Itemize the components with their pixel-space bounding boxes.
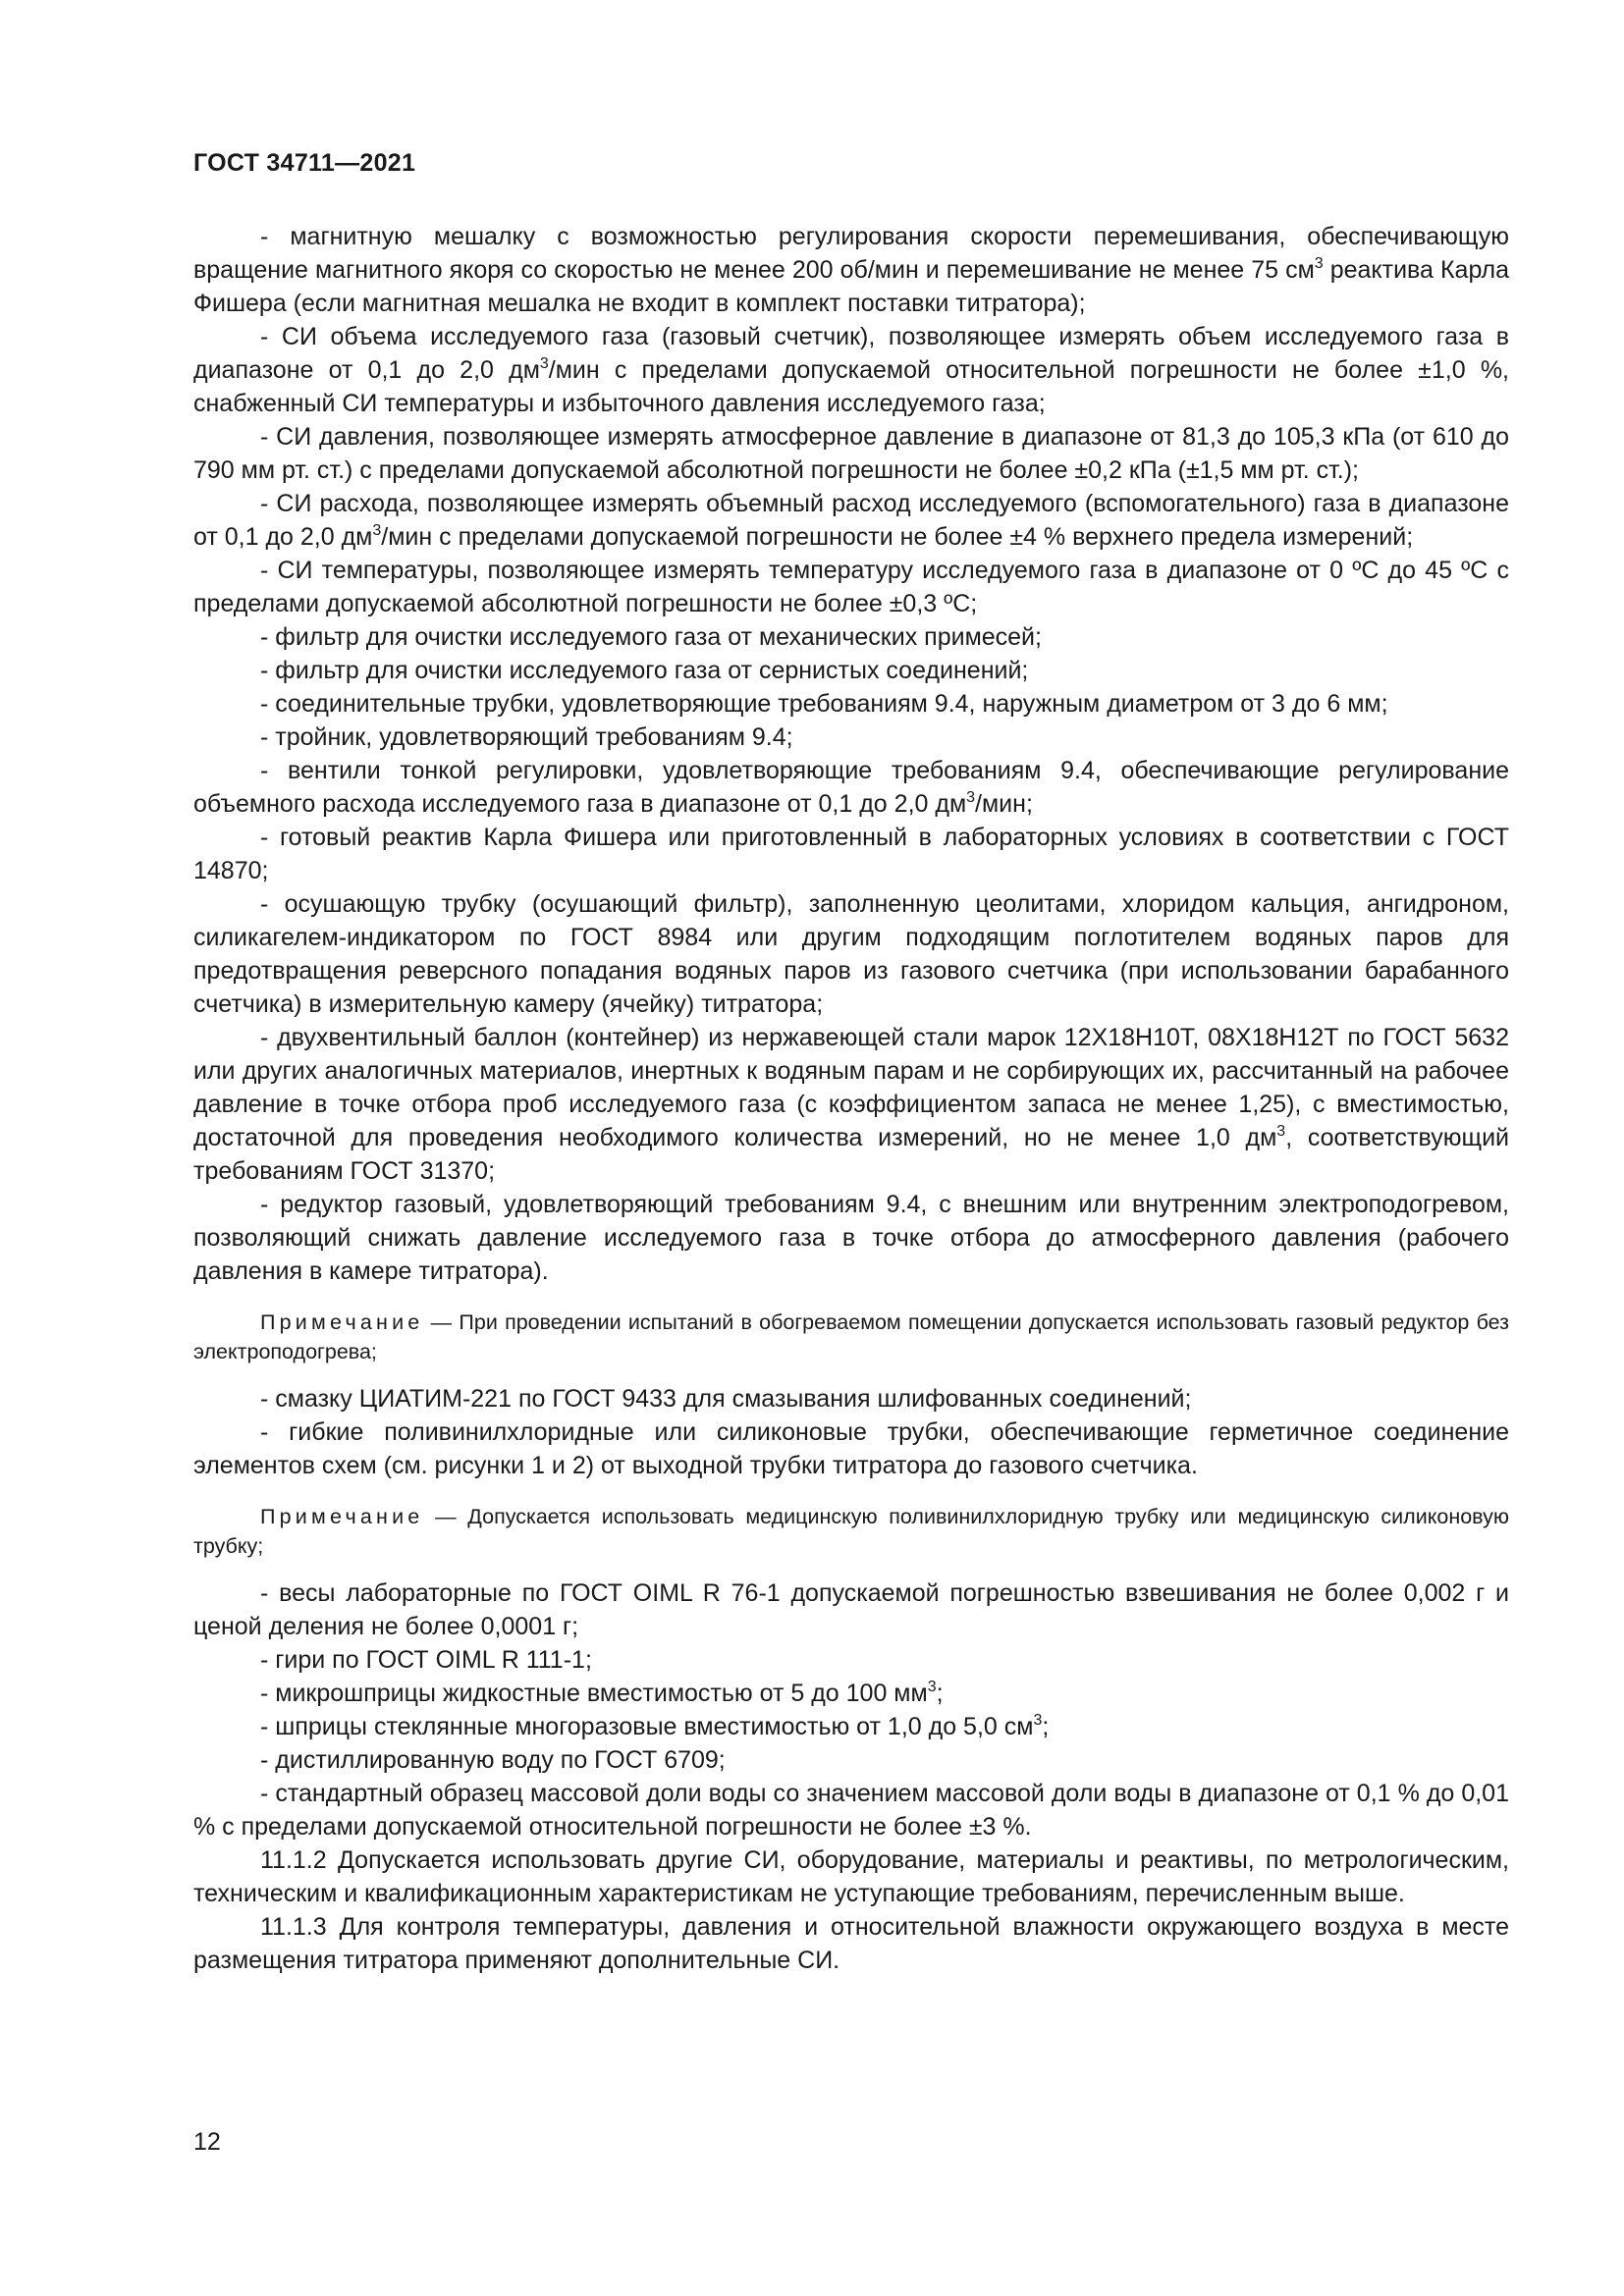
page-number: 12 [193,2128,221,2156]
list-item-drying-tube: - осушающую трубку (осушающий фильтр), заполненную цеолитами, хлоридом кальция, ангидроном, силикагелем-индикатором по ГОСТ 8984 или другим подходящим поглотителем водяных паров для предотвращения реверсного попадания водяных паров из газового счетчика (при использовании барабанного счетчика) в измерительную камеру (ячейку) титратора; [193,890,1509,1018]
list-item-thermometer: - СИ температуры, позволяющее измерять температуру исследуемого газа в диапазоне от 0 ºС до 45 ºС с пределами допускаемой абсолютной погрешности не более ±0,3 ºС; [193,557,1509,617]
list-item-microsyringes: - микрошприцы жидкостные вместимостью от 5 до 100 $мм^3$; [260,1679,944,1707]
list-item-karl-fischer-reagent: - готовый реактив Карла Фишера или приготовленный в лабораторных условиях в соответствии с ГОСТ 14870; [193,824,1509,884]
list-item-reference-sample: - стандартный образец массовой доли воды со значением массовой доли воды в диапазоне от 0,1 % до 0,01 % с пределами допускаемой относительной погрешности не более ±3 %. [193,1780,1509,1841]
list-item-gas-reducer: - редуктор газовый, удовлетворяющий требованиям 9.4, с внешним или внутренним электроподогревом, позволяющий снижать давление исследуемого газа в точке отбора до атмосферного давления (рабочего давления в камере титратора). [193,1191,1509,1285]
list-item-pressure-gauge: - СИ давления, позволяющее измерять атмосферное давление в диапазоне от 81,3 до 105,3 кПа (от 610 до 790 мм рт. ст.) с пределами допускаемой абсолютной погрешности не более ±0,2 кПа (±1,5 мм рт. ст.); [193,423,1509,484]
note-label: Примечание [260,1505,424,1528]
list-item-glass-syringes: - шприцы стеклянные многоразовые вместимостью от 1,0 до 5,0 $см^3$; [260,1712,1050,1740]
list-item-sulfur-filter: - фильтр для очистки исследуемого газа от сернистых соединений; [260,657,1029,684]
list-item-flexible-tubes: - гибкие поливинилхлоридные или силиконовые трубки, обеспечивающие герметичное соединение элементов схем (см. рисунки 1 и 2) от выходной трубки титратора до газового счетчика. [193,1418,1509,1479]
page-body [193,220,1509,1977]
list-item-mechanical-filter: - фильтр для очистки исследуемого газа от механических примесей; [260,623,1042,651]
list-item-fine-valves: - вентили тонкой регулировки, удовлетворяющие требованиям 9.4, обеспечивающие регулирование объемного расхода исследуемого газа в диапазоне от 0,1 до 2,0 $дм^3$/мин; [193,757,1509,818]
document-code: ГОСТ 34711—2021 [193,149,416,177]
list-item-gas-meter: - СИ объема исследуемого газа (газовый счетчик), позволяющее измерять объем исследуемого газа в диапазоне от 0,1 до 2,0 $дм^3$/мин с пределами допускаемой относительной погрешности не более ±1,0 %, снабженный СИ температуры и избыточного давления исследуемого газа; [193,323,1509,417]
note-label: Примечание [260,1310,424,1334]
list-item-connecting-tubes: - соединительные трубки, удовлетворяющие требованиям 9.4, наружным диаметром от 3 до 6 мм; [260,690,1388,718]
list-item-flow-meter: - СИ расхода, позволяющее измерять объемный расход исследуемого (вспомогательного) газа в диапазоне от 0,1 до 2,0 $дм^3$/мин с пределами допускаемой погрешности не более ±4 % верхнего предела измерений; [193,490,1509,551]
list-item-distilled-water: - дистиллированную воду по ГОСТ 6709; [260,1746,726,1774]
list-item-lubricant: - смазку ЦИАТИМ-221 по ГОСТ 9433 для смазывания шлифованных соединений; [260,1385,1192,1413]
list-item-weights: - гири по ГОСТ OIML R 111-1; [260,1646,592,1674]
note-reducer: Примечание — При проведении испытаний в обогреваемом помещении допускается использовать газовый редуктор без электроподогрева; [193,1310,1509,1363]
list-item-scales: - весы лабораторные по ГОСТ OIML R 76-1 допускаемой погрешностью взвешивания не более 0,002 г и ценой деления не более 0,0001 г; [193,1579,1509,1640]
note-medical-tube: Примечание — Допускается использовать медицинскую поливинилхлоридную трубку или медицинскую силиконовую трубку; [193,1505,1509,1558]
list-item-tee: - тройник, удовлетворяющий требованиям 9.4; [260,723,793,751]
list-item-magnetic-stirrer: - магнитную мешалку с возможностью регулирования скорости перемешивания, обеспечивающую вращение магнитного якоря со скоростью не менее 200 об/мин и перемешивание не менее 75 $см^3$ реактива Карла Фишера (если магнитная мешалка не входит в комплект поставки титратора); [193,223,1509,317]
list-item-cylinder: - двухвентильный баллон (контейнер) из нержавеющей стали марок 12Х18Н10Т, 08Х18Н12Т по ГОСТ 5632 или других аналогичных материалов, инертных к водяным парам и не сорбирующих их, рассчитанный на рабочее давление в точке отбора проб исследуемого газа (с коэффициентом запаса не менее 1,25), с вместимостью, достаточной для проведения необходимого количества измерений, но не менее 1,0 $дм^3$, соответствующий требованиям ГОСТ 31370; [193,1024,1509,1185]
clause-11-1-2: 11.1.2 Допускается использовать другие СИ, оборудование, материалы и реактивы, по метрологическим, техническим и квалификационным характеристикам не уступающие требованиям, перечисленным выше. [193,1846,1509,1907]
clause-11-1-3: 11.1.3 Для контроля температуры, давления и относительной влажности окружающего воздуха в месте размещения титратора применяют дополнительные СИ. [193,1913,1509,1974]
